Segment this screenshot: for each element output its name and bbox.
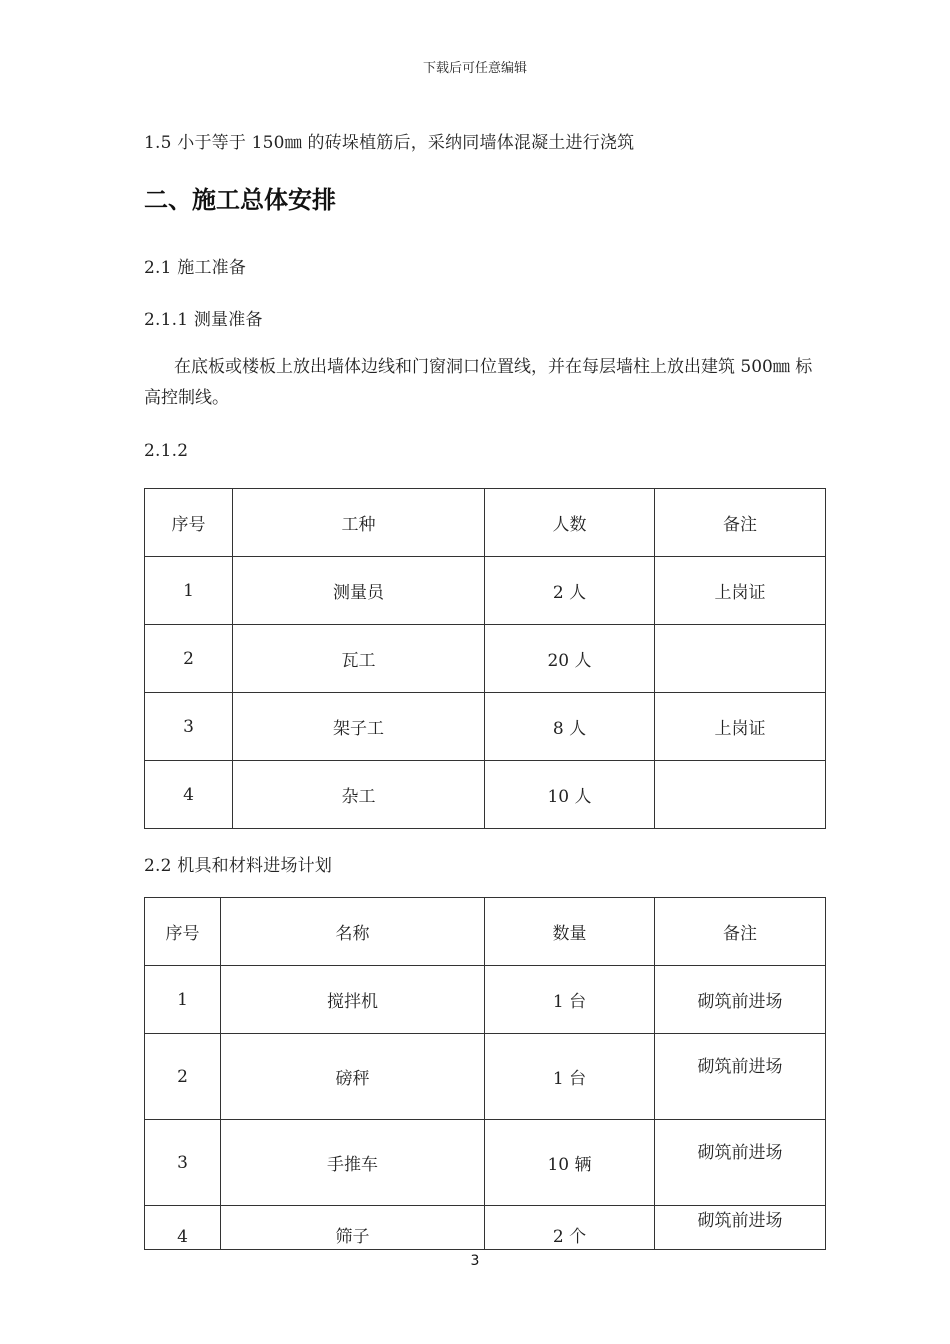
header-cell: 工种 bbox=[233, 489, 485, 557]
table-cell: 3 bbox=[145, 1120, 221, 1206]
page-header-note: 下载后可任意编辑 bbox=[422, 61, 527, 76]
table-cell: 10 辆 bbox=[485, 1120, 655, 1206]
header-cell: 备注 bbox=[655, 898, 826, 966]
survey-preparation-text: 在底板或楼板上放出墙体边线和门窗洞口位置线，并在每层墙柱上放出建筑 500㎜ 标高控制线。 bbox=[144, 357, 813, 408]
table-cell: 4 bbox=[145, 1206, 221, 1250]
table-cell: 手推车 bbox=[221, 1120, 485, 1206]
table-cell: 砌筑前进场 bbox=[655, 966, 826, 1034]
table-cell: 20 人 bbox=[485, 625, 655, 693]
table-cell: 2 bbox=[145, 1034, 221, 1120]
table-row bbox=[145, 761, 826, 829]
table-row bbox=[145, 1120, 826, 1206]
table-row bbox=[145, 1034, 826, 1120]
table-cell: 2 个 bbox=[485, 1206, 655, 1250]
table-cell: 10 人 bbox=[485, 761, 655, 829]
table-cell: 1 bbox=[145, 557, 233, 625]
table-cell: 砌筑前进场 bbox=[655, 1120, 826, 1206]
table-cell: 搅拌机 bbox=[221, 966, 485, 1034]
page-number: 3 bbox=[470, 1253, 480, 1269]
subheading-2-1-2: 2.1.2 bbox=[144, 441, 189, 461]
table-cell: 测量员 bbox=[233, 557, 485, 625]
table-cell: 瓦工 bbox=[233, 625, 485, 693]
table-header-row bbox=[145, 898, 826, 966]
table-cell: 3 bbox=[145, 693, 233, 761]
header-cell: 数量 bbox=[485, 898, 655, 966]
table-cell: 筛子 bbox=[221, 1206, 485, 1250]
table-row bbox=[145, 557, 826, 625]
table-cell bbox=[655, 625, 826, 693]
table-cell: 2 人 bbox=[485, 557, 655, 625]
table-cell: 磅秤 bbox=[221, 1034, 485, 1120]
table-cell: 砌筑前进场 bbox=[655, 1034, 826, 1120]
table-cell bbox=[655, 761, 826, 829]
subheading-2-1-1: 2.1.1 测量准备 bbox=[144, 310, 263, 330]
header-cell: 名称 bbox=[221, 898, 485, 966]
table-cell: 上岗证 bbox=[655, 557, 826, 625]
clause-1-5: 1.5 小于等于 150㎜ 的砖垛植筋后，采纳同墙体混凝土进行浇筑 bbox=[144, 133, 635, 153]
table-row bbox=[145, 625, 826, 693]
table-row bbox=[145, 693, 826, 761]
table-cell: 4 bbox=[145, 761, 233, 829]
table-cell: 架子工 bbox=[233, 693, 485, 761]
table-cell: 砌筑前进场 bbox=[655, 1206, 826, 1250]
labor-table bbox=[144, 488, 826, 829]
table-cell: 2 bbox=[145, 625, 233, 693]
equipment-table bbox=[144, 897, 826, 1250]
table-row bbox=[145, 1206, 826, 1250]
subheading-2-1: 2.1 施工准备 bbox=[144, 258, 247, 278]
header-cell: 序号 bbox=[145, 898, 221, 966]
header-cell: 备注 bbox=[655, 489, 826, 557]
section-heading: 二、施工总体安排 bbox=[144, 186, 336, 214]
table-cell: 1 台 bbox=[485, 1034, 655, 1120]
header-cell: 序号 bbox=[145, 489, 233, 557]
table-cell: 杂工 bbox=[233, 761, 485, 829]
header-cell: 人数 bbox=[485, 489, 655, 557]
table-cell: 8 人 bbox=[485, 693, 655, 761]
table-row bbox=[145, 966, 826, 1034]
table-cell: 1 台 bbox=[485, 966, 655, 1034]
table-header-row bbox=[145, 489, 826, 557]
subheading-2-2: 2.2 机具和材料进场计划 bbox=[144, 856, 333, 876]
table-cell: 上岗证 bbox=[655, 693, 826, 761]
table-cell: 1 bbox=[145, 966, 221, 1034]
